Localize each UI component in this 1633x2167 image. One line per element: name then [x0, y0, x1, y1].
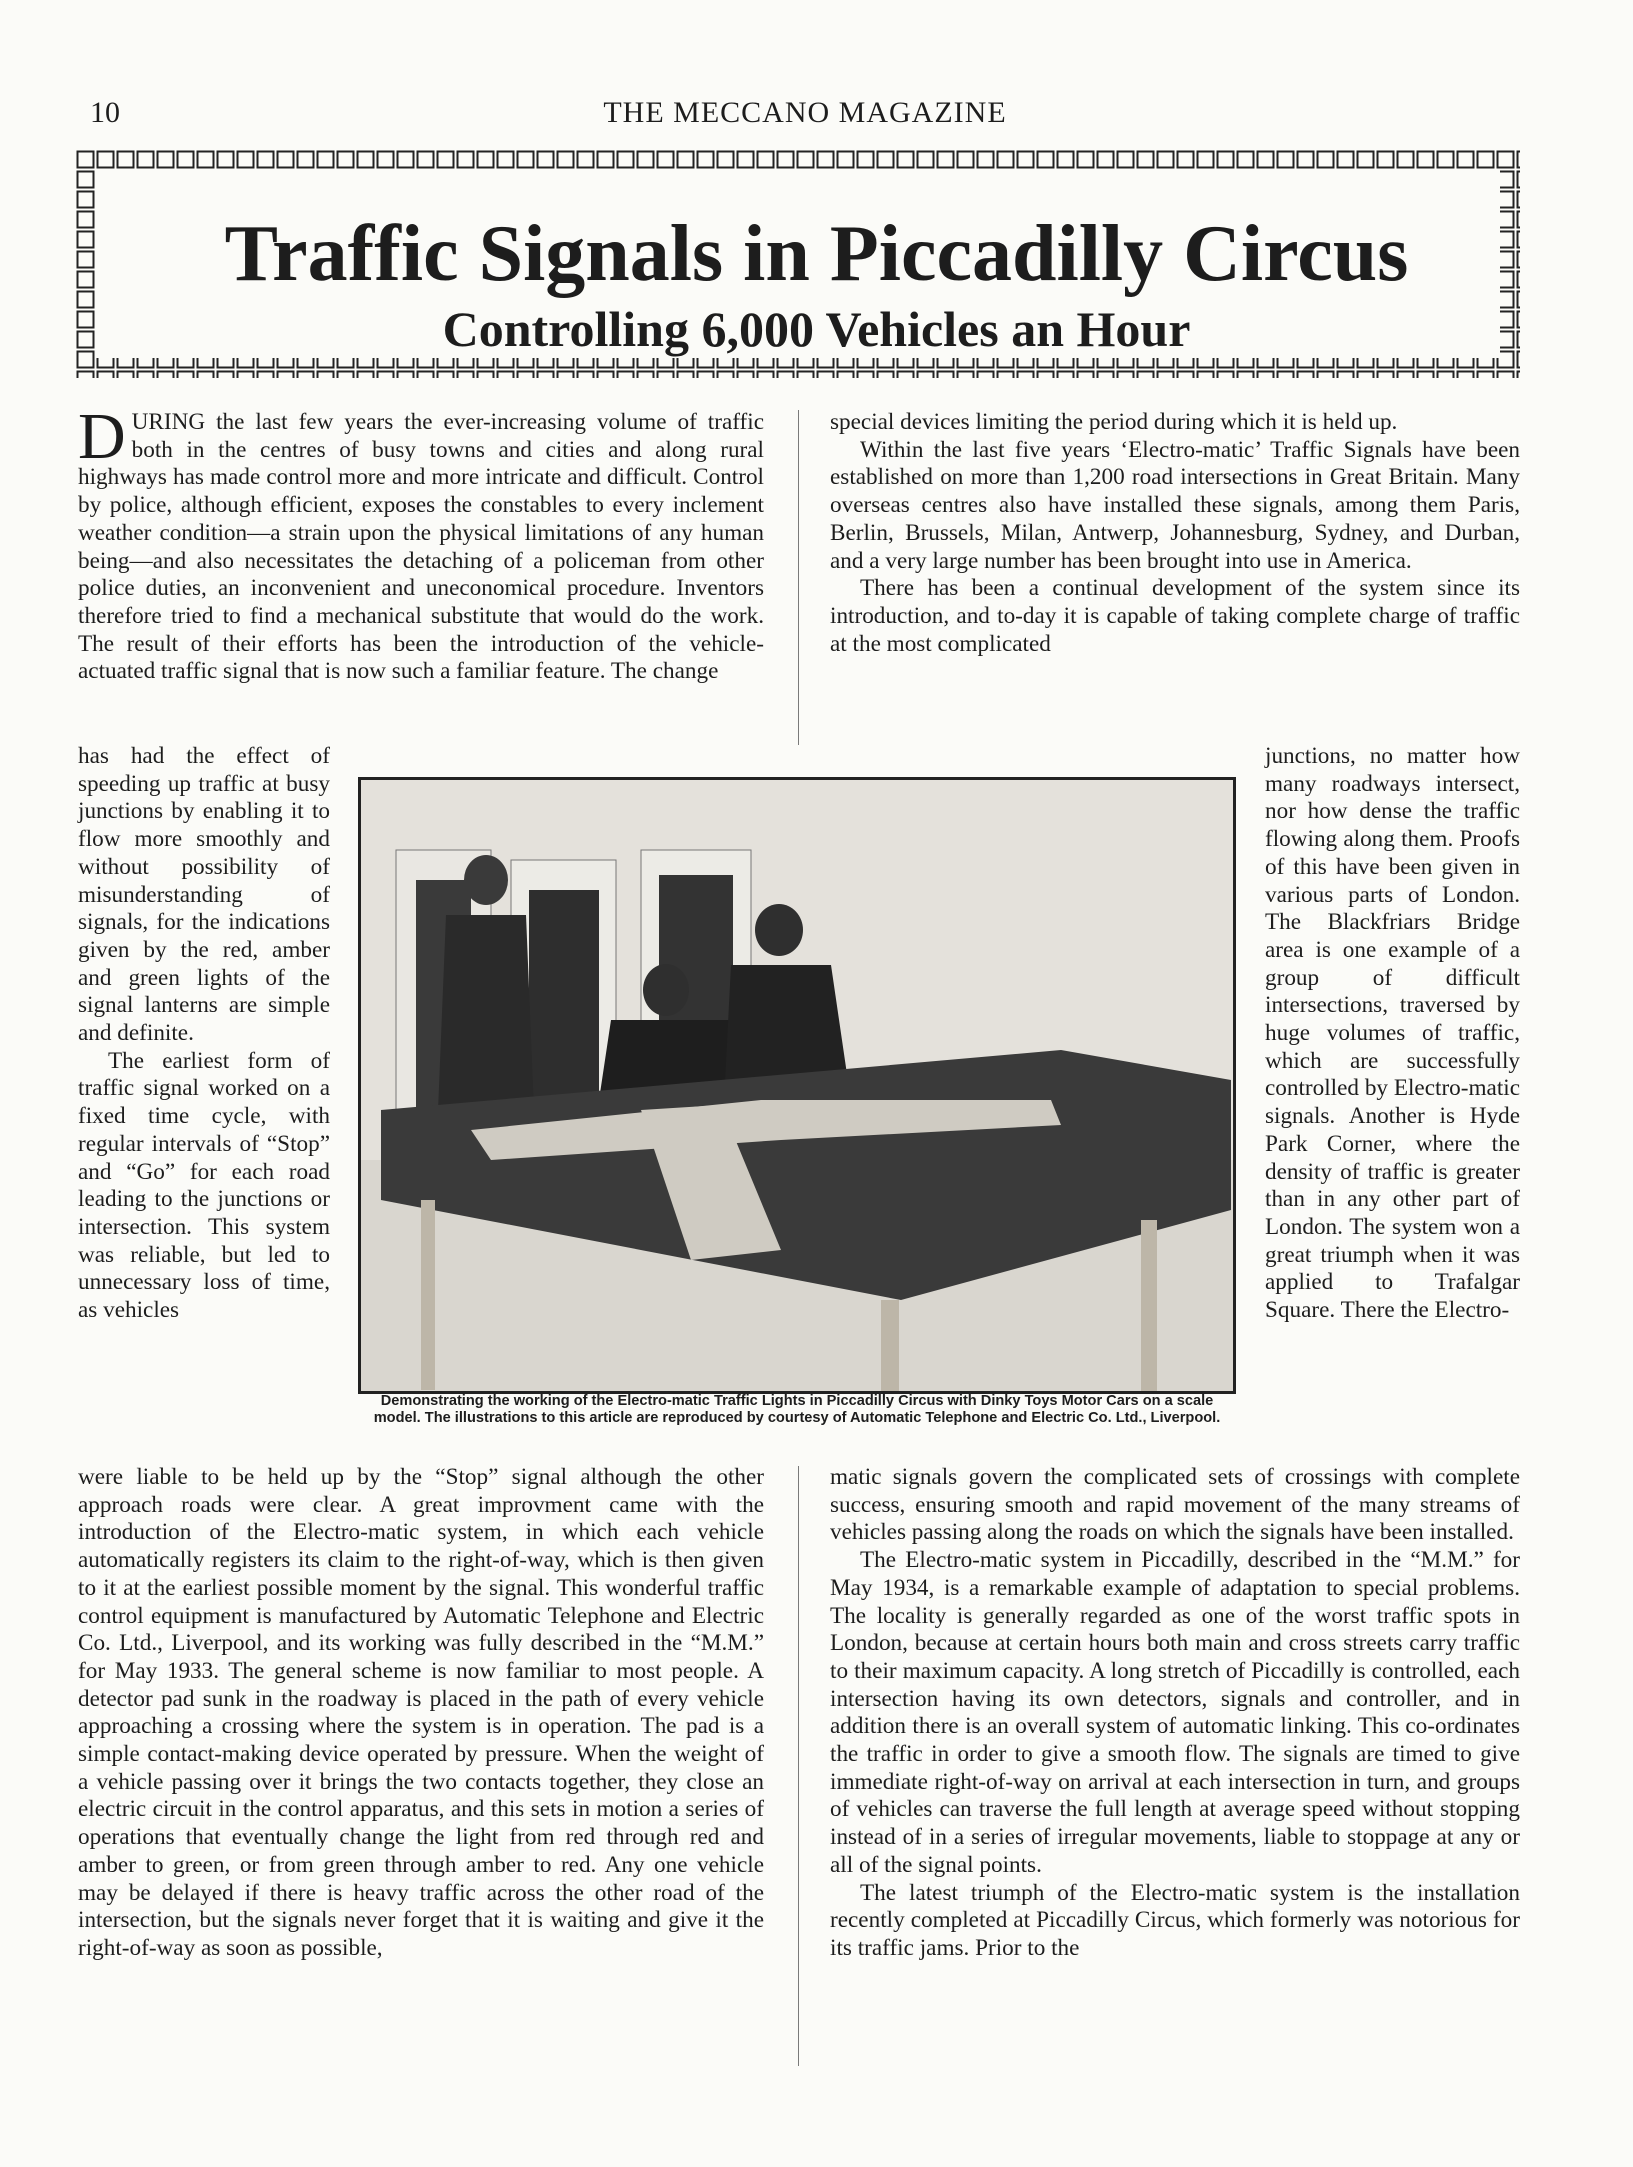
right-column-top [830, 409, 1520, 658]
article-subtitle: Controlling 6,000 Vehicles an Hour [442, 301, 1191, 357]
photo-electromatic-demonstration [358, 777, 1236, 1394]
article-title: Traffic Signals in Piccadilly Circus [224, 210, 1409, 298]
left-column-bottom [78, 1464, 764, 1963]
paragraph-latest-triumph: The latest triumph of the Electro-matic system is the installation recently completed at Piccadilly Circus, which formerly was notorious for its traffic jams. Prior to the [830, 1879, 1520, 1961]
column-rule-bottom [798, 1466, 799, 2066]
paragraph-piccadilly-system: The Electro-matic system in Piccadilly, described in the “M.M.” for May 1934, is a remarkable example of adaptation to special problems. The locality is generally regarded as one of the worst traffic spots in London, because at certain hours both main and cross streets carry traffic to their maximum capacity. A long stretch of Piccadilly is controlled, each intersection having its own detectors, signals and controller, and in addition there is an overall system of automatic linking. This co-ordinates the traffic in order to give a smooth flow. The signals are timed to give immediate right-of-way on arrival at each intersection in turn, and groups of vehicles can traverse the full length at average speed without stopping instead of in a series of irregular movements, liable to stoppage at any or all of the signal points. [830, 1547, 1520, 1878]
photo-caption: Demonstrating the working of the Electro-matic Traffic Lights in Piccadilly Circus with Dinky Toys Motor Cars on a scale model. The illustrations to this article are reproduced by courtesy of Automatic Telephone and Electric Co. Ltd., Liverpool. [373, 1393, 1221, 1427]
running-title: THE MECCANO MAGAZINE [603, 96, 1007, 129]
right-column-bottom [830, 1464, 1520, 1963]
paragraph-matic-signals: matic signals govern the complicated sets of crossings with complete success, ensuring smooth and rapid movement of the many streams of vehicles passing along the roads on which the signals have been installed. [830, 1464, 1520, 1546]
column-rule-top [798, 410, 799, 745]
paragraph-continual-development: There has been a continual development of the system since its introduction, and to-day it is capable of taking complete charge of traffic at the most complicated [830, 575, 1520, 657]
page-header [90, 96, 1520, 136]
left-column-top [78, 400, 764, 686]
right-column-wrap [1265, 743, 1520, 1325]
paragraph-special-devices: special devices limiting the period during which it is held up. [830, 409, 1398, 435]
paragraph-intro: URING the last few years the ever-increasing volume of traffic both in the centres of busy towns and cities and along rural highways has made control more and more intricate and difficult. Control by police, although efficient, exposes the constables to every inclement weather condition—a strain upon the physical limitations of any human being—and also necessitates the detaching of a policeman from other police duties, an inconvenient and uneconomical procedure. Inventors therefore tried to find a mechanical substitute that would do the work. The result of their efforts has been the introduction of the vehicle-actuated traffic signal that is now such a familiar feature. The change [78, 409, 764, 685]
paragraph-intro-continued: has had the effect of speeding up traffic at busy junctions by enabling it to flow more smoothly and without possibility of misunderstanding of signals, for the indications given by the red, amber and green lights of the signal lanterns are simple and definite. [78, 743, 330, 1047]
photo-illustration [361, 780, 1233, 1391]
paragraph-junctions: junctions, no matter how many roadways intersect, nor how dense the traffic flowing along them. Proofs of this have been given in various parts of London. The Blackfriars Bridge area is one example of a group of difficult intersections, traversed by huge volumes of traffic, which are successfully controlled by Electro-matic signals. Another is Hyde Park Corner, where the density of traffic is greater than in any other part of London. The system won a great triumph when it was applied to Trafalgar Square. There the Electro- [1265, 743, 1520, 1324]
paragraph-earliest-form: The earliest form of traffic signal worked on a fixed time cycle, with regular intervals of “Stop” and “Go” for each road leading to the junctions or intersection. This system was reliable, but led to unnecessary loss of time, as vehicles [78, 1047, 330, 1324]
page-number: 10 [90, 96, 120, 129]
paragraph-stop-signal: were liable to be held up by the “Stop” signal although the other approach roads were clear. A great improvment came with the introduction of the Electro-matic system, in which each vehicle automatically registers its claim to the right-of-way, which is then given to it at the earliest possible moment by the signal. This wonderful traffic control equipment is manufactured by Automatic Telephone and Electric Co. Ltd., Liverpool, and its working was fully described in the “M.M.” for May 1933. The general scheme is now familiar to most people. A detector pad sunk in the roadway is placed in the path of every vehicle approaching a crossing where the system is in operation. The pad is a simple contact-making device operated by pressure. When the weight of a vehicle passing over it brings the two contacts together, they close an electric circuit in the control apparatus, and this sets in motion a series of operations that eventually change the light from red through red and amber to green, or from green through amber to red. Any one vehicle may be delayed if there is heavy traffic across the other road of the intersection, but the signals never forget that it is waiting and give it the right-of-way as soon as possible, [78, 1464, 764, 1961]
drop-cap: D [78, 400, 126, 473]
left-column-wrap [78, 743, 330, 1325]
paragraph-within-five-years: Within the last five years ‘Electro-matic’ Traffic Signals have been established on more than 1,200 road intersections in Great Britain. Many overseas centres also have installed these signals, among them Paris, Berlin, Brussels, Milan, Antwerp, Johannesburg, Sydney, and Durban, and a very large number has been brought into use in America. [830, 436, 1520, 574]
